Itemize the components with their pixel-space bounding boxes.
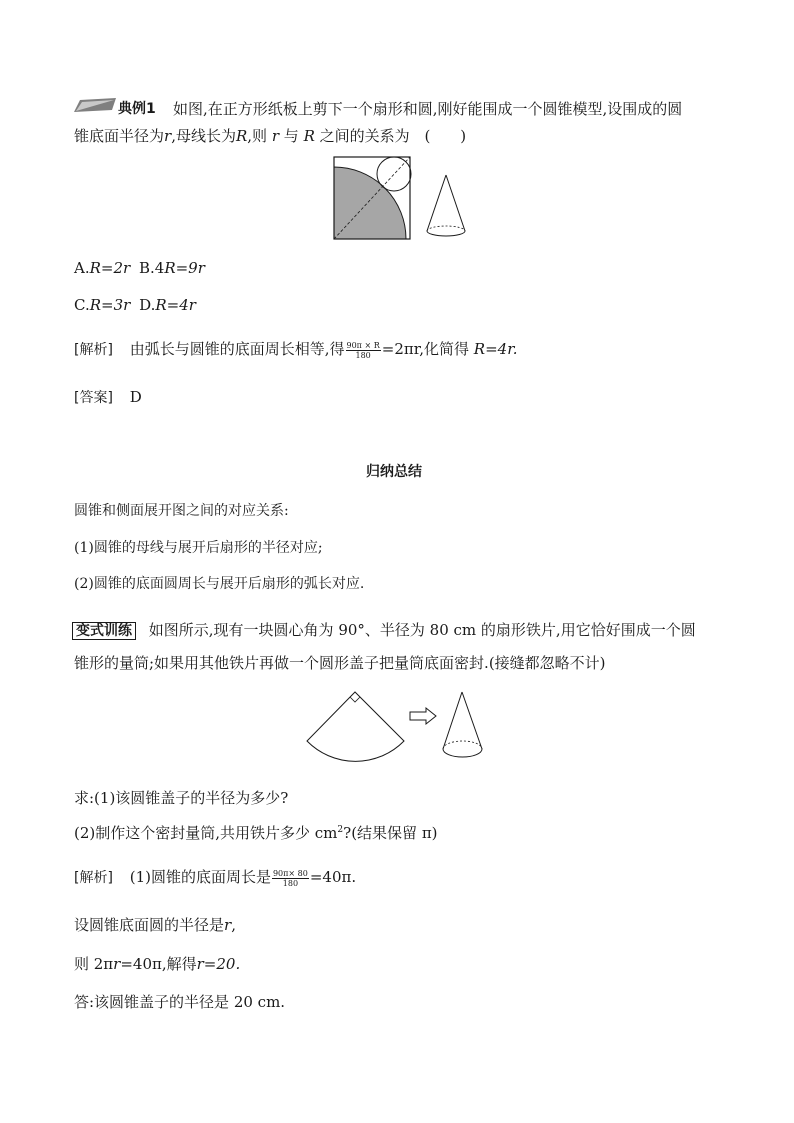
cone2-base-front (443, 749, 482, 757)
options-row-2: C.R=3r D.R=4r (74, 296, 196, 314)
exercise-line2: 锥形的量筒;如果用其他铁片再做一个圆形盖子把量筒底面密封.(接缝都忽略不计) (74, 654, 606, 672)
cone-left-edge (427, 175, 446, 231)
example-tag: 典例1 (118, 101, 156, 117)
answer-label: [答案] (74, 390, 113, 406)
exercise-line1: 变式训练 如图所示,现有一块圆心角为 90°、半径为 80 cm 的扇形铁片,用它恰好围成一个圆 (72, 619, 696, 640)
exercise-analysis: [解析] (1)圆锥的底面周长是 $\frac{90\pi\times 80}{180}$ =40π. (74, 868, 357, 888)
summary-intro: 圆锥和侧面展开图之间的对应关系: (74, 503, 289, 519)
square-board-figure (332, 155, 482, 241)
exercise-question-1: 求:(1)该圆锥盖子的半径为多少? (74, 789, 289, 807)
example-analysis: [解析] 由弧长与圆锥的底面周长相等,得 $\frac{90\pi \times R}{180}$ =2πr,化简得 R=4r. (74, 340, 518, 360)
options-row-1: A.R=2r B.4R=9r (74, 259, 205, 277)
analysis-fraction: $\frac{90\pi \times R}{180}$ (346, 340, 380, 360)
example-tag-bar (74, 98, 116, 112)
fan-apex-mark (350, 697, 360, 702)
cone-base-front (427, 231, 465, 236)
answer-value: D (129, 388, 142, 406)
sector-to-cone-figure (300, 688, 500, 768)
quarter-sector (334, 167, 406, 239)
cone2-base-back (443, 741, 482, 749)
summary-item-1: (1)圆锥的母线与展开后扇形的半径对应; (74, 540, 323, 556)
cone2-left-edge (443, 692, 462, 749)
example-question-line2: 锥底面半径为r,母线长为R,则 r 与 R 之间的关系为 ( ) (74, 127, 467, 145)
summary-title: 归纳总结 (366, 464, 422, 480)
exercise-step-2: 则 2πr=40π,解得r=20. (74, 955, 241, 973)
arrow-icon (410, 708, 436, 724)
example-answer (74, 387, 142, 407)
cone-base-back (427, 226, 465, 231)
cone-right-edge (446, 175, 465, 231)
exercise-question-2: (2)制作这个密封量筒,共用铁片多少 $cm^2$?(结果保留 π) (74, 824, 438, 842)
exercise-step-1: 设圆锥底面圆的半径是r, (74, 916, 236, 934)
small-circle (377, 157, 411, 191)
example-question-line1: 如图,在正方形纸板上剪下一个扇形和圆,刚好能围成一个圆锥模型,设围成的圆 (173, 100, 683, 118)
exercise-tag: 变式训练 (72, 622, 136, 640)
fan-sector (307, 692, 404, 761)
exercise-step-3: 答:该圆锥盖子的半径是 20 cm. (74, 993, 286, 1011)
cone2-right-edge (462, 692, 482, 749)
summary-item-2: (2)圆锥的底面圆周长与展开后扇形的弧长对应. (74, 576, 365, 592)
exercise-analysis-label: [解析] (74, 870, 113, 886)
exercise-analysis-fraction: $\frac{90\pi\times 80}{180}$ (272, 868, 308, 888)
analysis-label: [解析] (74, 342, 113, 358)
